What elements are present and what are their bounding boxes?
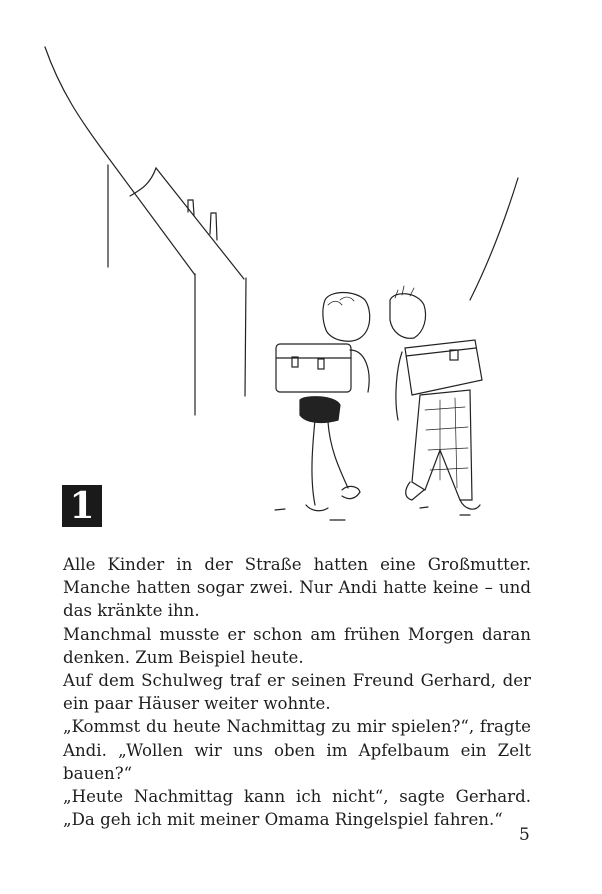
paragraph: Manchmal musste er schon am frühen Morgen daran denken. Zum Beispiel heute. — [63, 624, 531, 667]
page-number: 5 — [519, 825, 530, 845]
child-right — [390, 286, 482, 509]
paragraph: Auf dem Schulweg traf er seinen Freund Gerhard, der ein paar Häuser weiter wohnte. — [63, 671, 531, 714]
body-text — [63, 553, 531, 831]
chapter-number-badge: 1 — [62, 485, 102, 527]
paragraph: „Heute Nachmittag kann ich nicht“, sagte Gerhard. „Da geh ich mit meiner Omama Ringelspiel fahren.“ — [63, 787, 531, 830]
paragraph: Alle Kinder in der Straße hatten eine Großmutter. Manche hatten sogar zwei. Nur Andi hatte keine – und das kränkte ihn. — [63, 555, 531, 621]
child-left — [276, 293, 370, 511]
paragraph: „Kommst du heute Nachmittag zu mir spielen?“, fragte Andi. „Wollen wir uns oben im Apfelbaum ein Zelt bauen?“ — [63, 717, 531, 783]
